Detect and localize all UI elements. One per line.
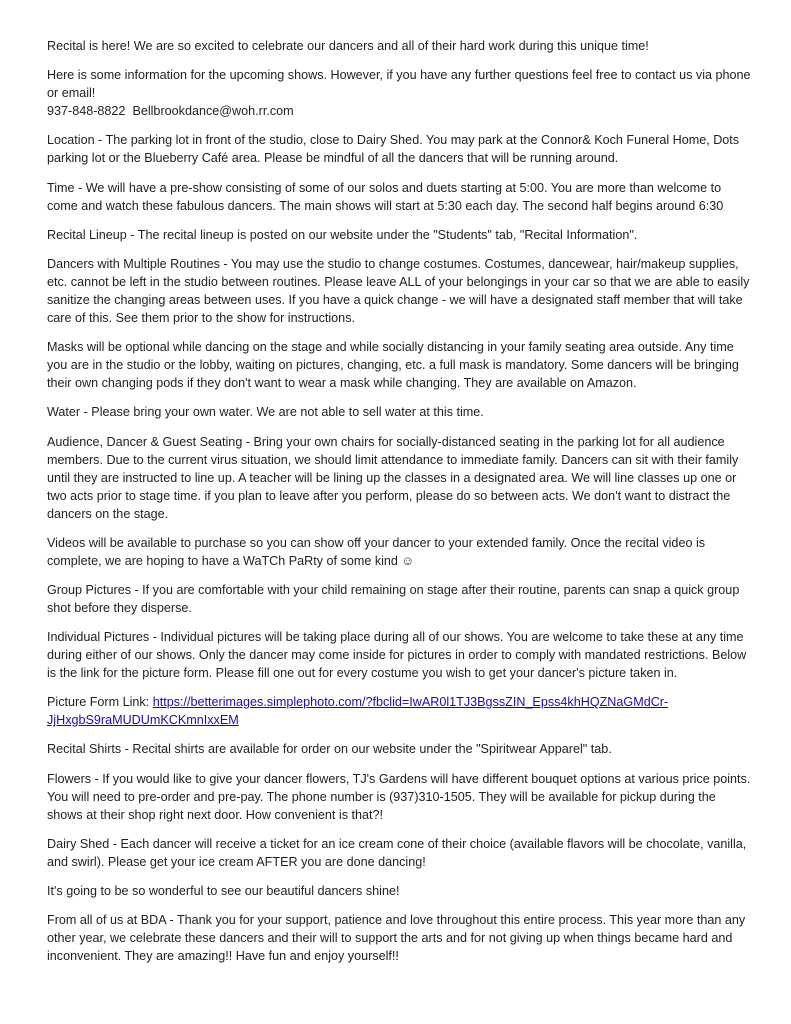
intro-paragraph: Recital is here! We are so excited to celebrate our dancers and all of their hard work during this unique time! xyxy=(47,39,649,53)
time-paragraph: Time - We will have a pre-show consisting of some of our solos and duets starting at 5:00. You are more than welcome to come and watch these fabulous dancers. The main shows will start at 5:30 each day. The second half begins around 6:30 xyxy=(47,180,724,213)
seating-paragraph: Audience, Dancer & Guest Seating - Bring your own chairs for socially-distanced seating in the parking lot for all audience members. Due to the current virus situation, we should limit attendance to immediate family. Dancers can sit with their family until they are instructed to line up. A teacher will be lining up the classes in a designated area. We will line classes up one or two acts prior to stage time. if you plan to leave after you perform, please do so between acts. We don't want to distract the dancers on the stage. xyxy=(47,434,739,521)
group-pictures-paragraph: Group Pictures - If you are comfortable with your child remaining on stage after their routine, parents can snap a quick group shot before they disperse. xyxy=(47,582,740,615)
water-paragraph: Water - Please bring your own water. We are not able to sell water at this time. xyxy=(47,405,484,420)
picture-form-label: Picture Form Link: xyxy=(47,695,150,710)
lineup-paragraph: Recital Lineup - The recital lineup is posted on our website under the "Students" tab, "Recital Information". xyxy=(47,227,638,242)
masks-paragraph: Masks will be optional while dancing on the stage and while socially distancing in your family seating area outside. Any time you are in the studio or the lobby, waiting on pictures, changing, etc. a full mask is mandatory. Some dancers will be bringing their own changing pods if they don't want to wear a mask while changing. They are available on Amazon. xyxy=(47,340,739,391)
location-paragraph: Location - The parking lot in front of the studio, close to Dairy Shed. You may park at the Connor& Koch Funeral Home, Dots parking lot or the Blueberry Café area. Please be mindful of all the dancers that will be running around. xyxy=(47,133,740,166)
videos-paragraph: Videos will be available to purchase so you can show off your dancer to your extended family. Once the recital video is complete, we are hoping to have a WaTCh PaRty of some kind ☺ xyxy=(47,535,706,568)
info-text: Here is some information for the upcoming shows. However, if you have any further questions feel free to contact us via phone or email! xyxy=(47,68,751,101)
info-paragraph xyxy=(47,66,751,120)
multiple-routines-paragraph: Dancers with Multiple Routines - You may use the studio to change costumes. Costumes, dancewear, hair/makeup supplies, etc. cannot be left in the studio between routines. Please leave ALL of your belongings in your car so that we are able to easily sanitize the changing areas between uses. If you have a quick change - we will have a designated staff member that will take care of this. See them prior to the show for instructions. xyxy=(47,256,750,325)
shirts-paragraph: Recital Shirts - Recital shirts are available for order on our website under the "Spiritwear Apparel" tab. xyxy=(47,742,612,757)
email-address: Bellbrookdance@woh.rr.com xyxy=(132,104,294,119)
flowers-paragraph: Flowers - If you would like to give your dancer flowers, TJ's Gardens will have different bouquet options at various price points. You will need to pre-order and pre-pay. The phone number is (937)310-1505. They will be available for pickup during the shows at their shop right next door. How convenient is that?! xyxy=(47,771,751,822)
picture-form-link[interactable]: https://betterimages.simplephoto.com/?fbclid=IwAR0l1TJ3BgssZIN_Epss4khHQZNaGMdCr-JjHxgbS9raMUDUmKCKmnIxxEM xyxy=(47,695,669,728)
picture-form-paragraph xyxy=(47,693,751,729)
shine-paragraph: It's going to be so wonderful to see our beautiful dancers shine! xyxy=(47,884,400,898)
dairy-shed-paragraph: Dairy Shed - Each dancer will receive a ticket for an ice cream cone of their choice (available flavors will be chocolate, vanilla, and swirl). Please get your ice cream AFTER you are done dancing! xyxy=(47,836,747,869)
closing-paragraph: From all of us at BDA - Thank you for your support, patience and love throughout this entire process. This year more than any other year, we celebrate these dancers and their will to support the arts and for not giving up when things became hard and inconvenient. They are amazing!! Have fun and enjoy yourself!! xyxy=(47,913,746,964)
phone-number: 937-848-8822 xyxy=(47,104,126,119)
individual-pictures-paragraph: Individual Pictures - Individual pictures will be taking place during all of our shows. You are welcome to take these at any time during either of our shows. Only the dancer may come inside for pictures in order to comply with mandated restrictions. Below is the link for the picture form. Please fill one out for every costume you wish to get your dancer's picture taken in. xyxy=(47,630,747,681)
